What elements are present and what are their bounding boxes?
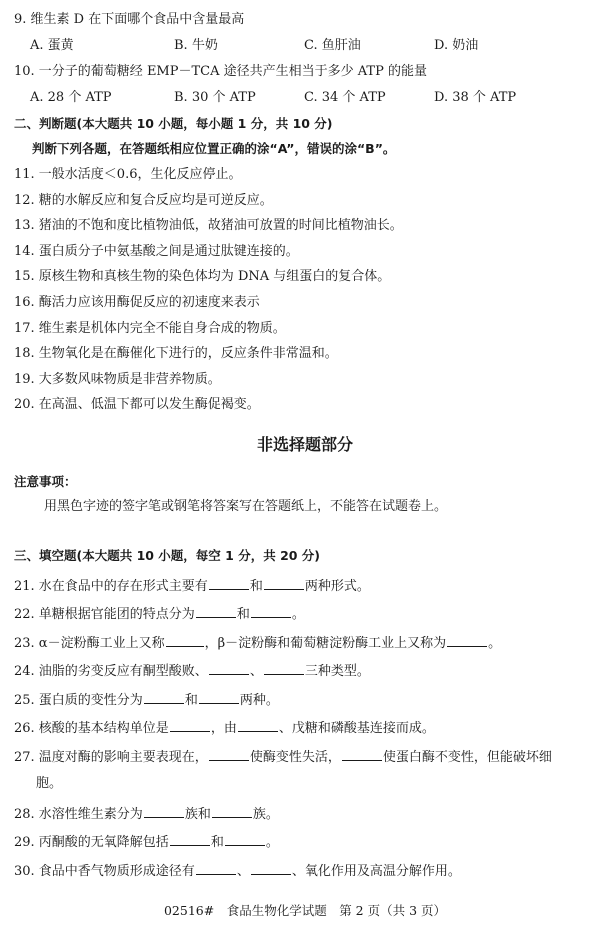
fill-question-23: 23. α－淀粉酶工业上又称 ，β－淀粉酶和葡萄糖淀粉酶工业上又称为 。 [14, 633, 501, 653]
option-d: D. 奶油 [434, 38, 479, 53]
answer-blank[interactable] [342, 747, 382, 761]
fill-question-28: 28. 水溶性维生素分为 族和 族。 [14, 804, 279, 824]
option-a: A. 蛋黄 [30, 38, 74, 53]
notice-title: 注意事项： [14, 474, 77, 489]
question-10-options [14, 89, 584, 107]
answer-blank[interactable] [209, 747, 249, 761]
option-b: B. 牛奶 [174, 38, 218, 53]
judge-instruction: 判断下列各题，在答题纸相应位置正确的涂“A”，错误的涂“B”。 [32, 141, 396, 156]
option-d: D. 38 个 ATP [434, 90, 517, 105]
judge-item-20: 20. 在高温、低温下都可以发生酶促褐变。 [14, 397, 260, 412]
page-footer: 02516# 食品生物化学试题 第 2 页（共 3 页） [163, 903, 447, 918]
answer-blank[interactable] [144, 804, 184, 818]
judge-item-14: 14. 蛋白质分子中氨基酸之间是通过肽键连接的。 [14, 244, 299, 259]
question-9: 9. 维生素 D 在下面哪个食品中含量最高 [14, 12, 245, 27]
fill-question-26: 26. 核酸的基本结构单位是 ，由 、戊糖和磷酸基连接而成。 [14, 718, 435, 738]
judge-item-17: 17. 维生素是机体内完全不能自身合成的物质。 [14, 321, 286, 336]
answer-blank[interactable] [251, 861, 291, 875]
fill-question-27: 27. 温度对酶的影响主要表现在， 使酶变性失活， 使蛋白酶不变性，但能破坏细 [14, 747, 552, 767]
answer-blank[interactable] [264, 576, 304, 590]
judge-item-18: 18. 生物氧化是在酶催化下进行的，反应条件非常温和。 [14, 346, 338, 361]
judge-item-12: 12. 糖的水解反应和复合反应均是可逆反应。 [14, 193, 273, 208]
answer-blank[interactable] [238, 718, 278, 732]
judge-item-11: 11. 一般水活度＜0.6，生化反应停止。 [14, 167, 242, 182]
fill-question-24: 24. 油脂的劣变反应有酮型酸败、 、 三种类型。 [14, 661, 370, 681]
answer-blank[interactable] [170, 832, 210, 846]
answer-blank[interactable] [199, 690, 239, 704]
answer-blank[interactable] [209, 576, 249, 590]
question-10: 10. 一分子的葡萄糖经 EMP－TCA 途径共产生相当于多少 ATP 的能量 [14, 64, 427, 79]
option-c: C. 鱼肝油 [304, 38, 361, 53]
answer-blank[interactable] [264, 661, 304, 675]
fill-question-29: 29. 丙酮酸的无氧降解包括 和 。 [14, 832, 279, 852]
fill-question-22: 22. 单糖根据官能团的特点分为 和 。 [14, 604, 305, 624]
answer-blank[interactable] [196, 861, 236, 875]
question-9-options [14, 37, 584, 55]
fill-section-header: 三、填空题(本大题共 10 小题，每空 1 分，共 20 分) [14, 548, 321, 563]
judge-item-19: 19. 大多数风味物质是非营养物质。 [14, 372, 221, 387]
option-b: B. 30 个 ATP [174, 90, 256, 105]
answer-blank[interactable] [212, 804, 252, 818]
answer-blank[interactable] [447, 633, 487, 647]
judge-item-13: 13. 猪油的不饱和度比植物油低，故猪油可放置的时间比植物油长。 [14, 218, 403, 233]
answer-blank[interactable] [144, 690, 184, 704]
judge-item-16: 16. 酶活力应该用酶促反应的初速度来表示 [14, 295, 260, 310]
answer-blank[interactable] [170, 718, 210, 732]
answer-blank[interactable] [225, 832, 265, 846]
option-c: C. 34 个 ATP [304, 90, 386, 105]
section-title: 非选择题部分 [256, 435, 353, 454]
answer-blank[interactable] [196, 604, 236, 618]
notice-text: 用黑色字迹的签字笔或钢笔将答案写在答题纸上，不能答在试题卷上。 [44, 499, 448, 514]
fill-question-30: 30. 食品中香气物质形成途径有 、 、氧化作用及高温分解作用。 [14, 861, 461, 881]
judge-item-15: 15. 原核生物和真核生物的染色体均为 DNA 与组蛋白的复合体。 [14, 269, 391, 284]
fill-question-27-continued: 胞。 [36, 776, 63, 791]
answer-blank[interactable] [251, 604, 291, 618]
judge-section-header: 二、判断题(本大题共 10 小题，每小题 1 分，共 10 分) [14, 116, 333, 131]
answer-blank[interactable] [166, 633, 204, 647]
fill-question-25: 25. 蛋白质的变性分为 和 两种。 [14, 690, 279, 710]
answer-blank[interactable] [209, 661, 249, 675]
option-a: A. 28 个 ATP [30, 90, 112, 105]
fill-question-21: 21. 水在食品中的存在形式主要有 和 两种形式。 [14, 576, 370, 596]
